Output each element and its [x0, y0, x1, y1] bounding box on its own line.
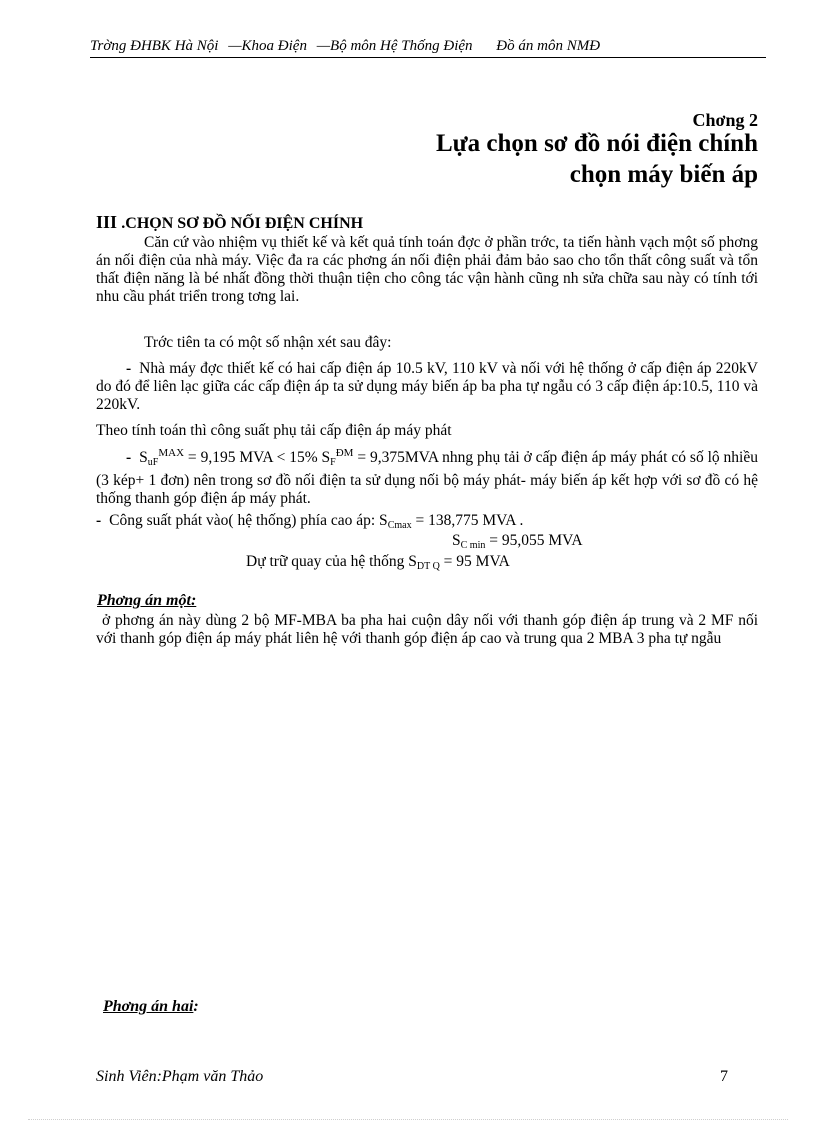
system-power-min — [452, 532, 583, 555]
paragraph-load: Theo tính toán thì công suất phụ tải cấp điện áp máy phát — [96, 422, 452, 439]
footer-page-number: 7 — [720, 1068, 728, 1085]
rotating-reserve — [246, 553, 510, 576]
option-two-heading — [103, 998, 199, 1016]
system-power-min-value: = 95,055 MVA — [485, 532, 583, 549]
header-department: —Bộ môn Hệ Thống Điện — [316, 38, 473, 54]
system-power-max: = 138,775 MVA . — [411, 512, 524, 529]
header-course: Đồ án môn NMĐ — [496, 38, 601, 54]
subscript-cmin: C min — [460, 540, 486, 551]
option-two-colon: : — [193, 998, 199, 1015]
section-heading — [96, 212, 363, 233]
header-faculty: —Khoa Điện — [228, 38, 307, 54]
system-power-label: Công suất phát vào( hệ thống) phía cao áp: S — [109, 512, 388, 529]
bullet-mark: - — [126, 449, 132, 466]
subscript-f: F — [330, 457, 336, 468]
header-school: Trờng ĐHBK Hà Nội — [90, 38, 219, 54]
bullet-generator-rest: = 9,375MVA nhng phụ tải ở cấp điện áp máy phát có số lộ nhiều (3 kép+ 1 đơn) nên trong sơ đồ nối điện ta sử dụng nối bộ máy phát- máy biến áp kết hợp với sơ đồ có hệ thống thanh góp điện áp máy phát. — [96, 449, 758, 507]
footer-student: Sinh Viên:Phạm văn Thảo — [96, 1068, 264, 1085]
bullet-generator-load — [96, 444, 758, 508]
superscript-dm: ĐM — [335, 447, 354, 459]
option-two-heading-text: Phơng án hai — [103, 998, 194, 1015]
chapter-label: Chơng 2 — [692, 110, 758, 130]
bullet-generator-mid: = 9,195 MVA < 15% S — [184, 449, 331, 466]
section-number: III — [96, 212, 118, 232]
chapter-title-line2: chọn máy biến áp — [569, 161, 758, 188]
superscript-max: MAX — [158, 447, 185, 459]
subscript-uf: uF — [147, 457, 159, 468]
paragraph-remarks: Trớc tiên ta có một số nhận xét sau đây: — [144, 334, 392, 351]
option-one-text: ở phơng án này dùng 2 bộ MF-MBA ba pha hai cuộn dây nối với thanh góp điện áp trung và 2 MF nối với thanh góp điện áp máy phát liên hệ với thanh góp điện áp cao và trung qua 2 MBA 3 pha tự ngẫu — [96, 612, 758, 647]
paragraph-intro: Căn cứ vào nhiệm vụ thiết kế và kết quả tính toán đợc ở phần trớc, ta tiến hành vạch một số phơng án nối điện của nhà máy. Việc đa ra các phơng án nối điện phải đảm bảo sao cho tổn thất công suất và tổn thất điện năng là bé nhất đồng thời thuận tiện cho công tác vận hành cũng nh sửa chữa sau này có tính tới nhu cầu phát triển trong tơng lai. — [96, 234, 758, 305]
bullet-voltage-text: Nhà máy đợc thiết kế có hai cấp điện áp 10.5 kV, 110 kV và nối với hệ thống ở cấp điện áp 220kV do đó để liên lạc giữa các cấp điện áp ta sử dụng máy biến áp ba pha tự ngẫu có 3 cấp điện áp:10.5, 110 và 220kV. — [96, 360, 758, 413]
bullet-voltage-levels — [96, 360, 758, 414]
chapter-title — [436, 128, 758, 190]
page-bottom-border — [28, 1119, 788, 1120]
bullet-mark: - — [126, 360, 132, 377]
option-one-heading: Phơng án một: — [97, 592, 197, 609]
subscript-dtq: DT Q — [416, 561, 440, 572]
bullet-mark: - — [96, 512, 102, 529]
rotating-reserve-value: = 95 MVA — [439, 553, 510, 570]
section-title: .CHỌN SƠ ĐỒ NỐI ĐIỆN CHÍNH — [121, 215, 364, 232]
symbol-s: S — [452, 532, 461, 549]
subscript-cmax: Cmax — [387, 520, 412, 531]
page-header — [90, 38, 766, 58]
symbol-s: S — [139, 449, 148, 466]
rotating-reserve-label: Dự trữ quay của hệ thống S — [246, 553, 417, 570]
chapter-title-line1: Lựa chọn sơ đồ nói điện chính — [435, 130, 758, 157]
